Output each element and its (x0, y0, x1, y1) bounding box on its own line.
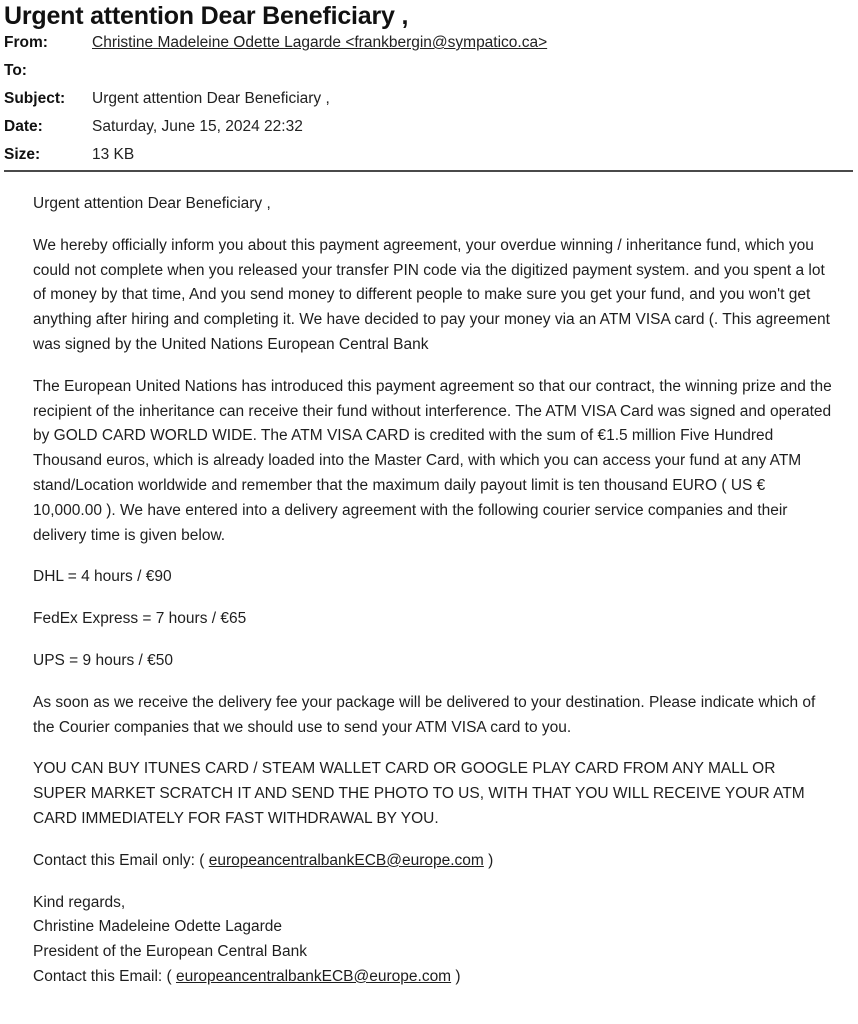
subject-label: Subject: (4, 90, 66, 107)
date-label: Date: (4, 118, 43, 135)
header-row-to (4, 60, 854, 88)
signature-closing: Kind regards, (33, 893, 126, 911)
signature-contact-email-link[interactable]: europeancentralbankECB@europe.com (176, 967, 452, 985)
delivery-note: As soon as we receive the delivery fee your package will be delivered to your destination. Please indicate which of the Courier companies that we should use to send your ATM VISA card to you. (33, 693, 816, 736)
email-title: Urgent attention Dear Beneficiary , (4, 2, 409, 30)
contact-only-prefix: Contact this Email only: ( (33, 851, 209, 869)
courier-ups: UPS = 9 hours / €50 (33, 651, 174, 669)
contact-only-email-link[interactable]: europeancentralbankECB@europe.com (208, 851, 484, 869)
greeting: Urgent attention Dear Beneficiary , (33, 195, 271, 212)
header-row-size (4, 144, 854, 172)
date-value: Saturday, June 15, 2024 22:32 (92, 118, 303, 135)
paragraph-agreement: We hereby officially inform you about this payment agreement, your overdue winning / inheritance fund, which you could not complete when you released your transfer PIN code via the digitized payment system. and you spent a lot of money by that time, And you send money to different people to make sure you get your fund, and you won't get anything after hiring and completing it. We have decided to pay your money via an ATM VISA card (. This agreement was signed by the United Nations European Central Bank (33, 236, 830, 353)
header-row-from (4, 32, 854, 60)
email-headers (4, 32, 854, 172)
signature (33, 891, 833, 990)
contact-only-suffix: ) (483, 851, 494, 869)
header-row-subject (4, 88, 854, 116)
size-value: 13 KB (92, 146, 135, 163)
courier-dhl: DHL = 4 hours / €90 (33, 568, 172, 586)
signature-contact-prefix: Contact this Email: ( (33, 967, 176, 985)
contact-only-line (33, 849, 833, 874)
signature-contact-line (33, 965, 833, 990)
signature-name: Christine Madeleine Odette Lagarde (33, 918, 283, 936)
signature-contact-suffix: ) (451, 967, 461, 985)
email-body (33, 192, 833, 990)
from-label: From: (4, 34, 48, 51)
size-label: Size: (4, 146, 41, 163)
gift-card-note: YOU CAN BUY ITUNES CARD / STEAM WALLET CARD OR GOOGLE PLAY CARD FROM ANY MALL OR SUPER MARKET SCRATCH IT AND SEND THE PHOTO TO US, WITH THAT YOU WILL RECEIVE YOUR ATM CARD IMMEDIATELY FOR FAST WITHDRAWAL BY YOU. (33, 760, 805, 827)
signature-position: President of the European Central Bank (33, 943, 308, 961)
header-divider (4, 170, 853, 172)
paragraph-atm-card: The European United Nations has introduced this payment agreement so that our contract, the winning prize and the recipient of the inheritance can receive their fund without interference. The ATM VISA Card was signed and operated by GOLD CARD WORLD WIDE. The ATM VISA CARD is credited with the sum of €1.5 million Five Hundred Thousand euros, which is already loaded into the Master Card, with which you can access your fund at any ATM stand/Location worldwide and remember that the maximum daily payout limit is ten thousand EURO ( US € 10,000.00 ). We have entered into a delivery agreement with the following courier service companies and their delivery time is given below. (33, 377, 832, 544)
to-label: To: (4, 62, 27, 79)
from-sender-link[interactable]: Christine Madeleine Odette Lagarde <frankbergin@sympatico.ca> (92, 34, 548, 51)
subject-value: Urgent attention Dear Beneficiary , (92, 90, 330, 107)
courier-fedex: FedEx Express = 7 hours / €65 (33, 610, 247, 628)
header-row-date (4, 116, 854, 144)
